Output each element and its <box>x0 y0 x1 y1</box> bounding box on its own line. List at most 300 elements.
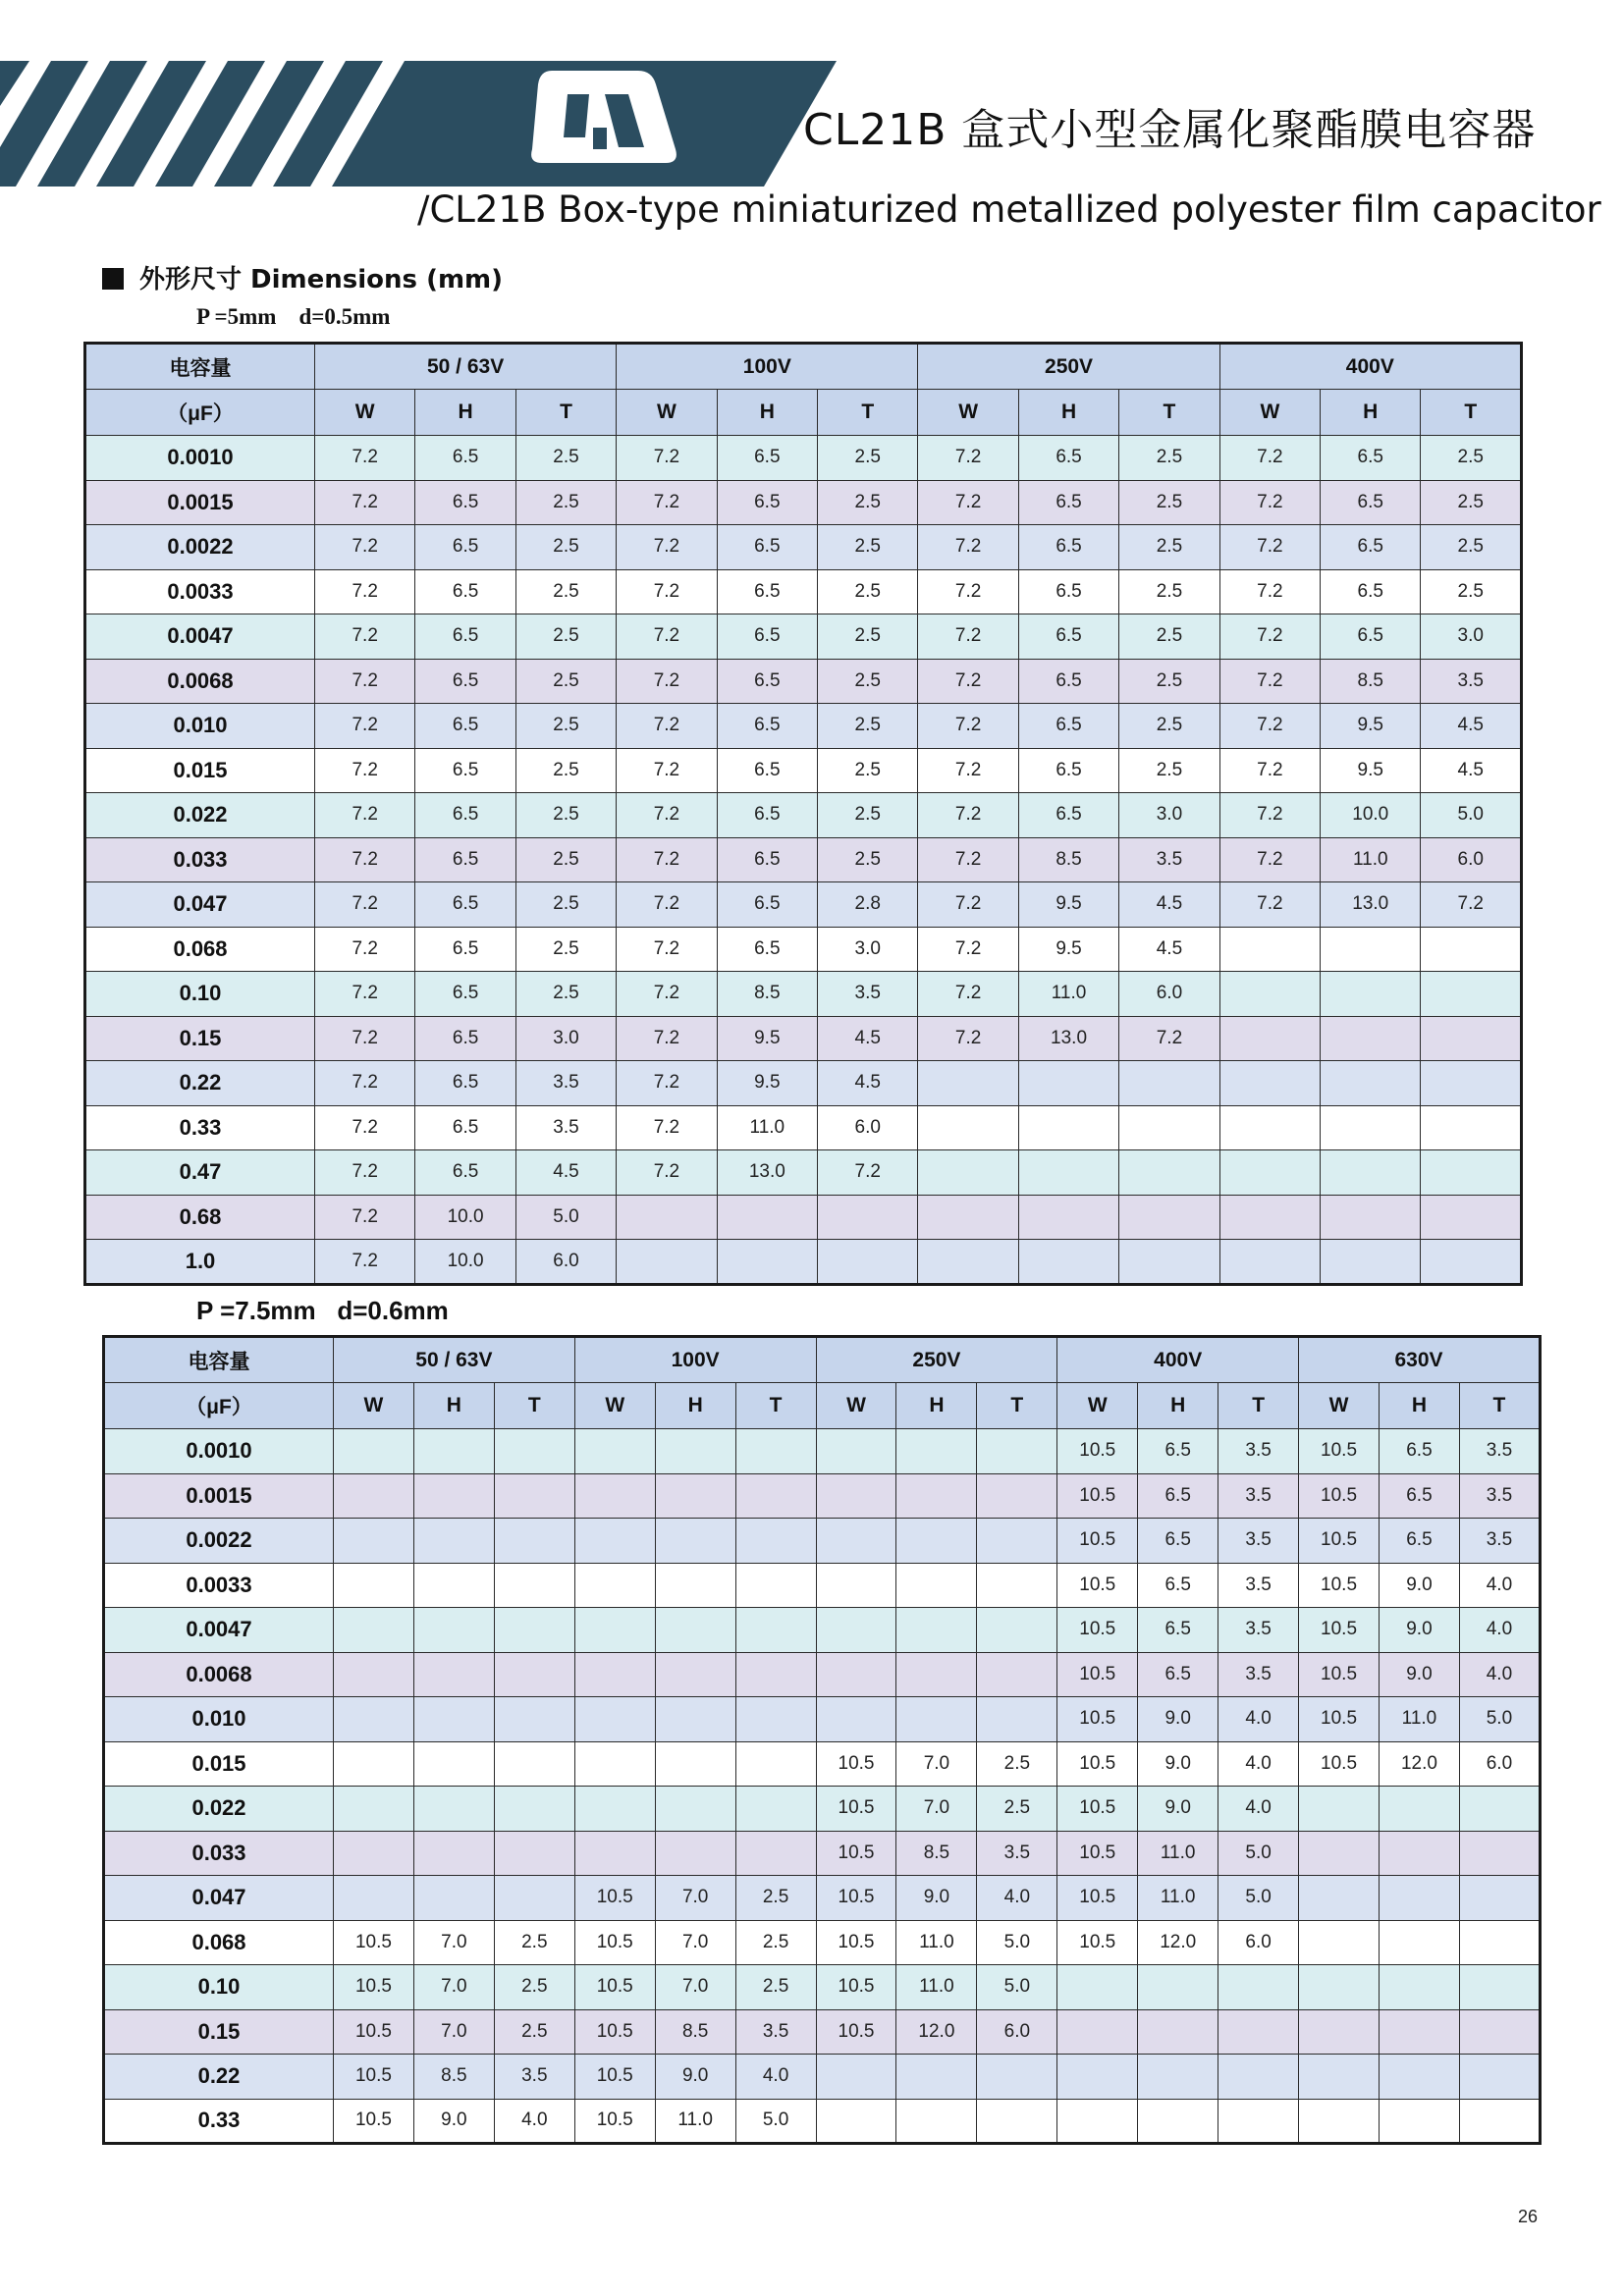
dimension-value: 7.2 <box>918 614 1018 660</box>
dimension-value: 7.2 <box>315 659 415 704</box>
dimension-value <box>896 1697 977 1742</box>
dimension-value: 8.5 <box>413 2055 494 2100</box>
dimension-value: 6.5 <box>415 1061 515 1106</box>
company-logo <box>531 71 677 163</box>
dimension-value: 7.2 <box>617 882 717 928</box>
dimension-value: 10.5 <box>1057 1519 1138 1564</box>
dimension-value <box>413 1519 494 1564</box>
dimension-value: 7.0 <box>413 2009 494 2055</box>
dimension-value: 5.0 <box>1218 1876 1299 1921</box>
dimension-value <box>918 1061 1018 1106</box>
dimension-value: 2.5 <box>735 1965 816 2010</box>
dimension-header: H <box>1018 390 1118 436</box>
dimension-value <box>896 2099 977 2144</box>
dimension-value: 10.5 <box>334 1920 414 1965</box>
table-row <box>104 2055 1541 2100</box>
dimension-value <box>918 1150 1018 1196</box>
dimension-value <box>1321 1150 1421 1196</box>
dimension-value: 2.5 <box>818 525 918 570</box>
dimension-value: 7.2 <box>617 614 717 660</box>
dimension-value: 2.5 <box>515 837 616 882</box>
table1-subtitle: P =5mm d=0.5mm <box>196 304 391 329</box>
capacitance-value: 0.22 <box>104 2055 334 2100</box>
dimension-value <box>655 1741 735 1787</box>
dimension-value <box>896 1473 977 1519</box>
dimension-value: 7.2 <box>918 748 1018 793</box>
dimension-value: 3.0 <box>818 927 918 972</box>
page-number: 26 <box>1517 2207 1538 2226</box>
dimension-value <box>1379 2099 1459 2144</box>
dimension-value <box>977 1608 1057 1653</box>
dimension-value: 10.5 <box>1299 1473 1380 1519</box>
dimension-value: 2.5 <box>515 659 616 704</box>
dimension-value: 6.5 <box>717 704 817 749</box>
dimension-value: 10.5 <box>816 2009 896 2055</box>
dimension-value: 2.5 <box>1119 436 1219 481</box>
dimension-value <box>1299 2099 1380 2144</box>
dimension-value: 7.2 <box>1219 882 1320 928</box>
dimension-value <box>574 1429 655 1474</box>
capacitance-value: 0.033 <box>104 1831 334 1876</box>
dimension-value: 7.2 <box>1219 704 1320 749</box>
dimension-value: 2.5 <box>515 748 616 793</box>
dimension-value <box>1119 1105 1219 1150</box>
dimension-value <box>1379 1965 1459 2010</box>
dimension-value: 6.5 <box>415 1016 515 1061</box>
dimension-value <box>977 1697 1057 1742</box>
dimension-value <box>977 1519 1057 1564</box>
dimension-value <box>1321 1240 1421 1285</box>
dimension-value: 7.2 <box>918 1016 1018 1061</box>
dimension-value: 6.5 <box>1018 436 1118 481</box>
dimension-value: 7.2 <box>315 1195 415 1240</box>
dimension-value: 4.5 <box>1119 882 1219 928</box>
dimension-header: W <box>574 1383 655 1429</box>
dimension-header: T <box>735 1383 816 1429</box>
table-row <box>85 748 1522 793</box>
dimension-value: 6.5 <box>1138 1563 1218 1608</box>
dimension-value: 7.2 <box>315 1150 415 1196</box>
dimension-value: 3.5 <box>1459 1519 1540 1564</box>
dimension-value: 2.5 <box>818 837 918 882</box>
dimension-value: 10.5 <box>1057 1563 1138 1608</box>
dimension-value: 8.5 <box>1018 837 1118 882</box>
dimension-value <box>574 1563 655 1608</box>
dimension-header: H <box>415 390 515 436</box>
dimension-value: 3.0 <box>1119 793 1219 838</box>
dimension-value: 6.5 <box>717 882 817 928</box>
dimension-value <box>494 1563 574 1608</box>
dimension-value: 6.5 <box>717 837 817 882</box>
dimension-value: 6.5 <box>1018 480 1118 525</box>
voltage-header: 50 / 63V <box>334 1337 575 1383</box>
dimension-value: 3.5 <box>1218 1429 1299 1474</box>
dimension-value: 7.2 <box>617 972 717 1017</box>
dimension-value: 4.0 <box>494 2099 574 2144</box>
voltage-header: 250V <box>816 1337 1057 1383</box>
dimension-value: 6.0 <box>1421 837 1522 882</box>
capacitance-value: 0.0047 <box>104 1608 334 1653</box>
dimension-value <box>1218 2009 1299 2055</box>
dimension-value <box>1057 2099 1138 2144</box>
dimension-value <box>574 1831 655 1876</box>
dimension-value <box>1379 1876 1459 1921</box>
dimension-value: 4.0 <box>1218 1741 1299 1787</box>
dimension-value <box>334 1697 414 1742</box>
dimension-value: 11.0 <box>1138 1876 1218 1921</box>
dimension-value <box>977 1652 1057 1697</box>
dimension-value <box>413 1563 494 1608</box>
dimension-value <box>1321 1061 1421 1106</box>
unit-header: （μF） <box>85 390 315 436</box>
dimension-value: 7.2 <box>617 436 717 481</box>
capacitance-value: 0.068 <box>85 927 315 972</box>
dimension-value: 7.2 <box>1219 569 1320 614</box>
dimension-header: H <box>1379 1383 1459 1429</box>
dimension-value: 7.2 <box>818 1150 918 1196</box>
voltage-header: 400V <box>1057 1337 1299 1383</box>
dimension-value: 3.5 <box>1459 1473 1540 1519</box>
capacitance-value: 0.0022 <box>104 1519 334 1564</box>
dimension-value: 7.2 <box>315 436 415 481</box>
capacitance-value: 0.0068 <box>85 659 315 704</box>
dimension-value: 6.5 <box>1018 614 1118 660</box>
dimension-value <box>1321 1195 1421 1240</box>
dimension-value <box>574 1787 655 1832</box>
table-row <box>104 1787 1541 1832</box>
table-row <box>104 1920 1541 1965</box>
capacitance-value: 0.15 <box>104 2009 334 2055</box>
voltage-header: 50 / 63V <box>315 344 617 390</box>
dimension-value: 11.0 <box>717 1105 817 1150</box>
dimension-value: 2.5 <box>818 704 918 749</box>
dimension-value: 8.5 <box>717 972 817 1017</box>
dimension-value: 2.8 <box>818 882 918 928</box>
dimension-table-p7-5 <box>102 1335 1542 2145</box>
dimension-value: 2.5 <box>1119 525 1219 570</box>
dimension-value <box>574 1652 655 1697</box>
dimension-value <box>735 1787 816 1832</box>
dimension-value: 6.5 <box>1138 1519 1218 1564</box>
dimension-value <box>977 2055 1057 2100</box>
dimension-value: 5.0 <box>977 1965 1057 2010</box>
dimension-value: 11.0 <box>1138 1831 1218 1876</box>
dimension-value <box>1018 1150 1118 1196</box>
dimension-value: 6.5 <box>1321 525 1421 570</box>
dimension-value <box>1219 1195 1320 1240</box>
dimension-value: 11.0 <box>655 2099 735 2144</box>
dimension-header: W <box>1219 390 1320 436</box>
dimension-value: 2.5 <box>1421 569 1522 614</box>
dimension-value <box>1421 1016 1522 1061</box>
dimension-value <box>1321 972 1421 1017</box>
dimension-value: 11.0 <box>896 1920 977 1965</box>
dimension-value: 10.5 <box>816 1741 896 1787</box>
table-row <box>85 525 1522 570</box>
capacitance-value: 0.022 <box>104 1787 334 1832</box>
dimension-value: 10.5 <box>1299 1652 1380 1697</box>
dimension-value: 7.2 <box>617 480 717 525</box>
table-row <box>104 1697 1541 1742</box>
dimension-value <box>1057 2055 1138 2100</box>
dimension-value: 5.0 <box>1218 1831 1299 1876</box>
table-row <box>104 1429 1541 1474</box>
dimension-value: 5.0 <box>1459 1697 1540 1742</box>
capacitance-value: 0.10 <box>104 1965 334 2010</box>
dimension-value <box>1138 2099 1218 2144</box>
dimension-value <box>1459 1876 1540 1921</box>
dimension-value <box>1219 1061 1320 1106</box>
capacitance-value: 0.0068 <box>104 1652 334 1697</box>
dimension-value <box>1459 2055 1540 2100</box>
dimension-value: 2.5 <box>1119 480 1219 525</box>
dimension-value: 10.5 <box>1057 1741 1138 1787</box>
dimension-value: 6.0 <box>1119 972 1219 1017</box>
table-row <box>104 1563 1541 1608</box>
dimension-value: 3.5 <box>818 972 918 1017</box>
dimension-value <box>977 1473 1057 1519</box>
dimension-value: 9.0 <box>896 1876 977 1921</box>
dimension-value: 6.5 <box>415 659 515 704</box>
dimension-value <box>1459 1965 1540 2010</box>
dimension-value: 2.5 <box>494 2009 574 2055</box>
dimension-value <box>1219 927 1320 972</box>
dimension-value: 6.5 <box>1018 525 1118 570</box>
dimension-value: 13.0 <box>1018 1016 1118 1061</box>
table-row <box>85 1195 1522 1240</box>
table-row <box>104 1652 1541 1697</box>
dimension-value <box>896 2055 977 2100</box>
dimension-value: 7.2 <box>918 480 1018 525</box>
dimension-value <box>735 1697 816 1742</box>
dimension-value: 2.5 <box>515 614 616 660</box>
dimension-value: 3.5 <box>1218 1519 1299 1564</box>
dimension-value <box>1218 2055 1299 2100</box>
capacitance-value: 0.0015 <box>104 1473 334 1519</box>
dimension-value: 2.5 <box>494 1920 574 1965</box>
dimension-value: 7.2 <box>918 972 1018 1017</box>
dimension-value: 7.2 <box>918 569 1018 614</box>
dimension-value: 10.5 <box>816 1787 896 1832</box>
dimension-value <box>816 1519 896 1564</box>
dimension-value <box>896 1519 977 1564</box>
dimension-value: 7.2 <box>315 1105 415 1150</box>
dimension-value: 12.0 <box>896 2009 977 2055</box>
dimension-value <box>816 2055 896 2100</box>
dimension-value: 7.2 <box>918 793 1018 838</box>
dimension-header: W <box>1057 1383 1138 1429</box>
dimension-value: 6.0 <box>515 1240 616 1285</box>
dimension-value <box>1299 2009 1380 2055</box>
dimension-value <box>1299 2055 1380 2100</box>
dimension-value: 2.5 <box>1119 748 1219 793</box>
dimension-value: 4.0 <box>735 2055 816 2100</box>
dimension-value: 7.2 <box>315 837 415 882</box>
dimension-value: 6.5 <box>1138 1429 1218 1474</box>
dimension-value <box>1299 1831 1380 1876</box>
dimension-value <box>1119 1061 1219 1106</box>
dimension-value: 9.5 <box>717 1016 817 1061</box>
dimension-value <box>1459 1831 1540 1876</box>
dimension-value: 2.5 <box>515 569 616 614</box>
table-row <box>85 1016 1522 1061</box>
dimension-value: 6.0 <box>1459 1741 1540 1787</box>
dimension-value: 8.5 <box>896 1831 977 1876</box>
dimension-value <box>1219 1016 1320 1061</box>
dimension-value: 3.5 <box>1119 837 1219 882</box>
dimension-value: 7.2 <box>315 972 415 1017</box>
dimension-value <box>334 1831 414 1876</box>
dimension-value: 10.5 <box>1057 1429 1138 1474</box>
dimension-value: 5.0 <box>1421 793 1522 838</box>
dimension-value <box>896 1608 977 1653</box>
dimension-value: 7.2 <box>918 525 1018 570</box>
capacitance-value: 0.68 <box>85 1195 315 1240</box>
dimension-value: 2.5 <box>515 480 616 525</box>
dimension-value: 2.5 <box>977 1741 1057 1787</box>
capacitance-value: 0.0033 <box>85 569 315 614</box>
dimension-header: T <box>977 1383 1057 1429</box>
dimension-value <box>735 1652 816 1697</box>
dimension-value: 9.0 <box>1138 1697 1218 1742</box>
dimension-value: 6.5 <box>717 569 817 614</box>
table2-subtitle: P =7.5mm d=0.6mm <box>196 1296 449 1325</box>
dimension-value: 2.5 <box>515 704 616 749</box>
dimension-value <box>735 1473 816 1519</box>
dimension-value <box>1138 2009 1218 2055</box>
dimension-value <box>816 1429 896 1474</box>
dimension-value: 7.2 <box>1219 525 1320 570</box>
dimension-value: 10.5 <box>1299 1563 1380 1608</box>
dimension-value <box>574 1608 655 1653</box>
table-row <box>85 1150 1522 1196</box>
dimension-value: 10.5 <box>574 1876 655 1921</box>
dimension-value <box>1119 1195 1219 1240</box>
dimension-value: 7.2 <box>315 704 415 749</box>
dimension-value: 7.2 <box>617 793 717 838</box>
dimension-value: 6.5 <box>415 793 515 838</box>
dimension-value: 2.5 <box>735 1876 816 1921</box>
dimension-value <box>1459 1920 1540 1965</box>
dimension-value <box>1219 1105 1320 1150</box>
dimension-value <box>1218 2099 1299 2144</box>
table-row <box>85 569 1522 614</box>
dimension-value: 10.5 <box>1057 1608 1138 1653</box>
dimension-value: 7.2 <box>617 569 717 614</box>
dimension-value: 10.5 <box>1057 1697 1138 1742</box>
dimension-value: 2.5 <box>1119 614 1219 660</box>
dimension-value: 7.2 <box>315 569 415 614</box>
dimension-value: 7.2 <box>315 793 415 838</box>
dimension-value: 4.5 <box>1119 927 1219 972</box>
dimension-value <box>1219 1150 1320 1196</box>
capacitance-value: 0.0022 <box>85 525 315 570</box>
dimension-value: 2.5 <box>1421 480 1522 525</box>
table-row <box>104 1473 1541 1519</box>
table-row <box>85 972 1522 1017</box>
dimension-value: 6.5 <box>415 704 515 749</box>
dimension-value <box>1018 1061 1118 1106</box>
dimension-value: 6.5 <box>1018 569 1118 614</box>
dimension-value: 7.0 <box>413 1965 494 2010</box>
capacitance-value: 0.33 <box>104 2099 334 2144</box>
dimension-value <box>1379 2055 1459 2100</box>
dimension-value: 7.2 <box>617 748 717 793</box>
dimension-value: 2.5 <box>977 1787 1057 1832</box>
dimension-value <box>1379 1920 1459 1965</box>
dimension-value: 10.5 <box>1299 1608 1380 1653</box>
dimension-value: 10.5 <box>1057 1831 1138 1876</box>
dimension-value <box>816 1697 896 1742</box>
dimension-value <box>413 1697 494 1742</box>
dimension-value: 6.5 <box>1379 1429 1459 1474</box>
dimension-value: 6.5 <box>717 748 817 793</box>
dimension-value: 2.5 <box>515 927 616 972</box>
dimension-value: 3.0 <box>515 1016 616 1061</box>
dimension-value <box>334 1741 414 1787</box>
dimension-value: 7.2 <box>315 525 415 570</box>
dimension-value <box>816 1652 896 1697</box>
dimension-value <box>818 1195 918 1240</box>
dimension-value: 10.5 <box>334 2055 414 2100</box>
dimension-value <box>494 1697 574 1742</box>
dimension-value <box>1299 1876 1380 1921</box>
dimension-value: 3.5 <box>1218 1473 1299 1519</box>
dimension-value: 6.5 <box>1138 1652 1218 1697</box>
dimension-value: 10.5 <box>334 2099 414 2144</box>
dimension-value <box>1018 1105 1118 1150</box>
dimension-value <box>1421 1061 1522 1106</box>
dimension-value: 2.5 <box>515 525 616 570</box>
dimension-value: 10.5 <box>816 1965 896 2010</box>
dimension-value: 6.5 <box>415 614 515 660</box>
dimension-value: 3.5 <box>1459 1429 1540 1474</box>
dimension-value: 10.5 <box>1057 1652 1138 1697</box>
dimension-value: 10.5 <box>1299 1519 1380 1564</box>
dimension-header: H <box>413 1383 494 1429</box>
dimension-value: 3.5 <box>977 1831 1057 1876</box>
dimension-value: 2.5 <box>818 436 918 481</box>
dimension-value: 4.0 <box>977 1876 1057 1921</box>
section-heading <box>102 259 503 295</box>
dimension-header: W <box>816 1383 896 1429</box>
dimension-value <box>655 1652 735 1697</box>
dimension-value <box>1459 1787 1540 1832</box>
dimension-value <box>494 1876 574 1921</box>
dimension-value <box>494 1652 574 1697</box>
table-row <box>85 1061 1522 1106</box>
dimension-value: 12.0 <box>1138 1920 1218 1965</box>
dimension-value: 6.5 <box>717 659 817 704</box>
capacitance-value: 0.033 <box>85 837 315 882</box>
dimension-value: 7.2 <box>315 480 415 525</box>
dimension-value: 10.5 <box>334 1965 414 2010</box>
dimension-value <box>1218 1965 1299 2010</box>
dimension-value <box>816 1473 896 1519</box>
dimension-value: 6.5 <box>1321 436 1421 481</box>
dimension-value: 7.2 <box>918 837 1018 882</box>
dimension-value: 10.5 <box>334 2009 414 2055</box>
dimension-value: 2.5 <box>1119 704 1219 749</box>
dimension-value <box>655 1519 735 1564</box>
dimension-value: 2.5 <box>818 569 918 614</box>
dimension-value <box>655 1429 735 1474</box>
dimension-header: T <box>494 1383 574 1429</box>
dimension-value <box>655 1608 735 1653</box>
dimension-value: 6.0 <box>818 1105 918 1150</box>
table-row <box>85 837 1522 882</box>
dimension-value: 3.5 <box>515 1061 616 1106</box>
